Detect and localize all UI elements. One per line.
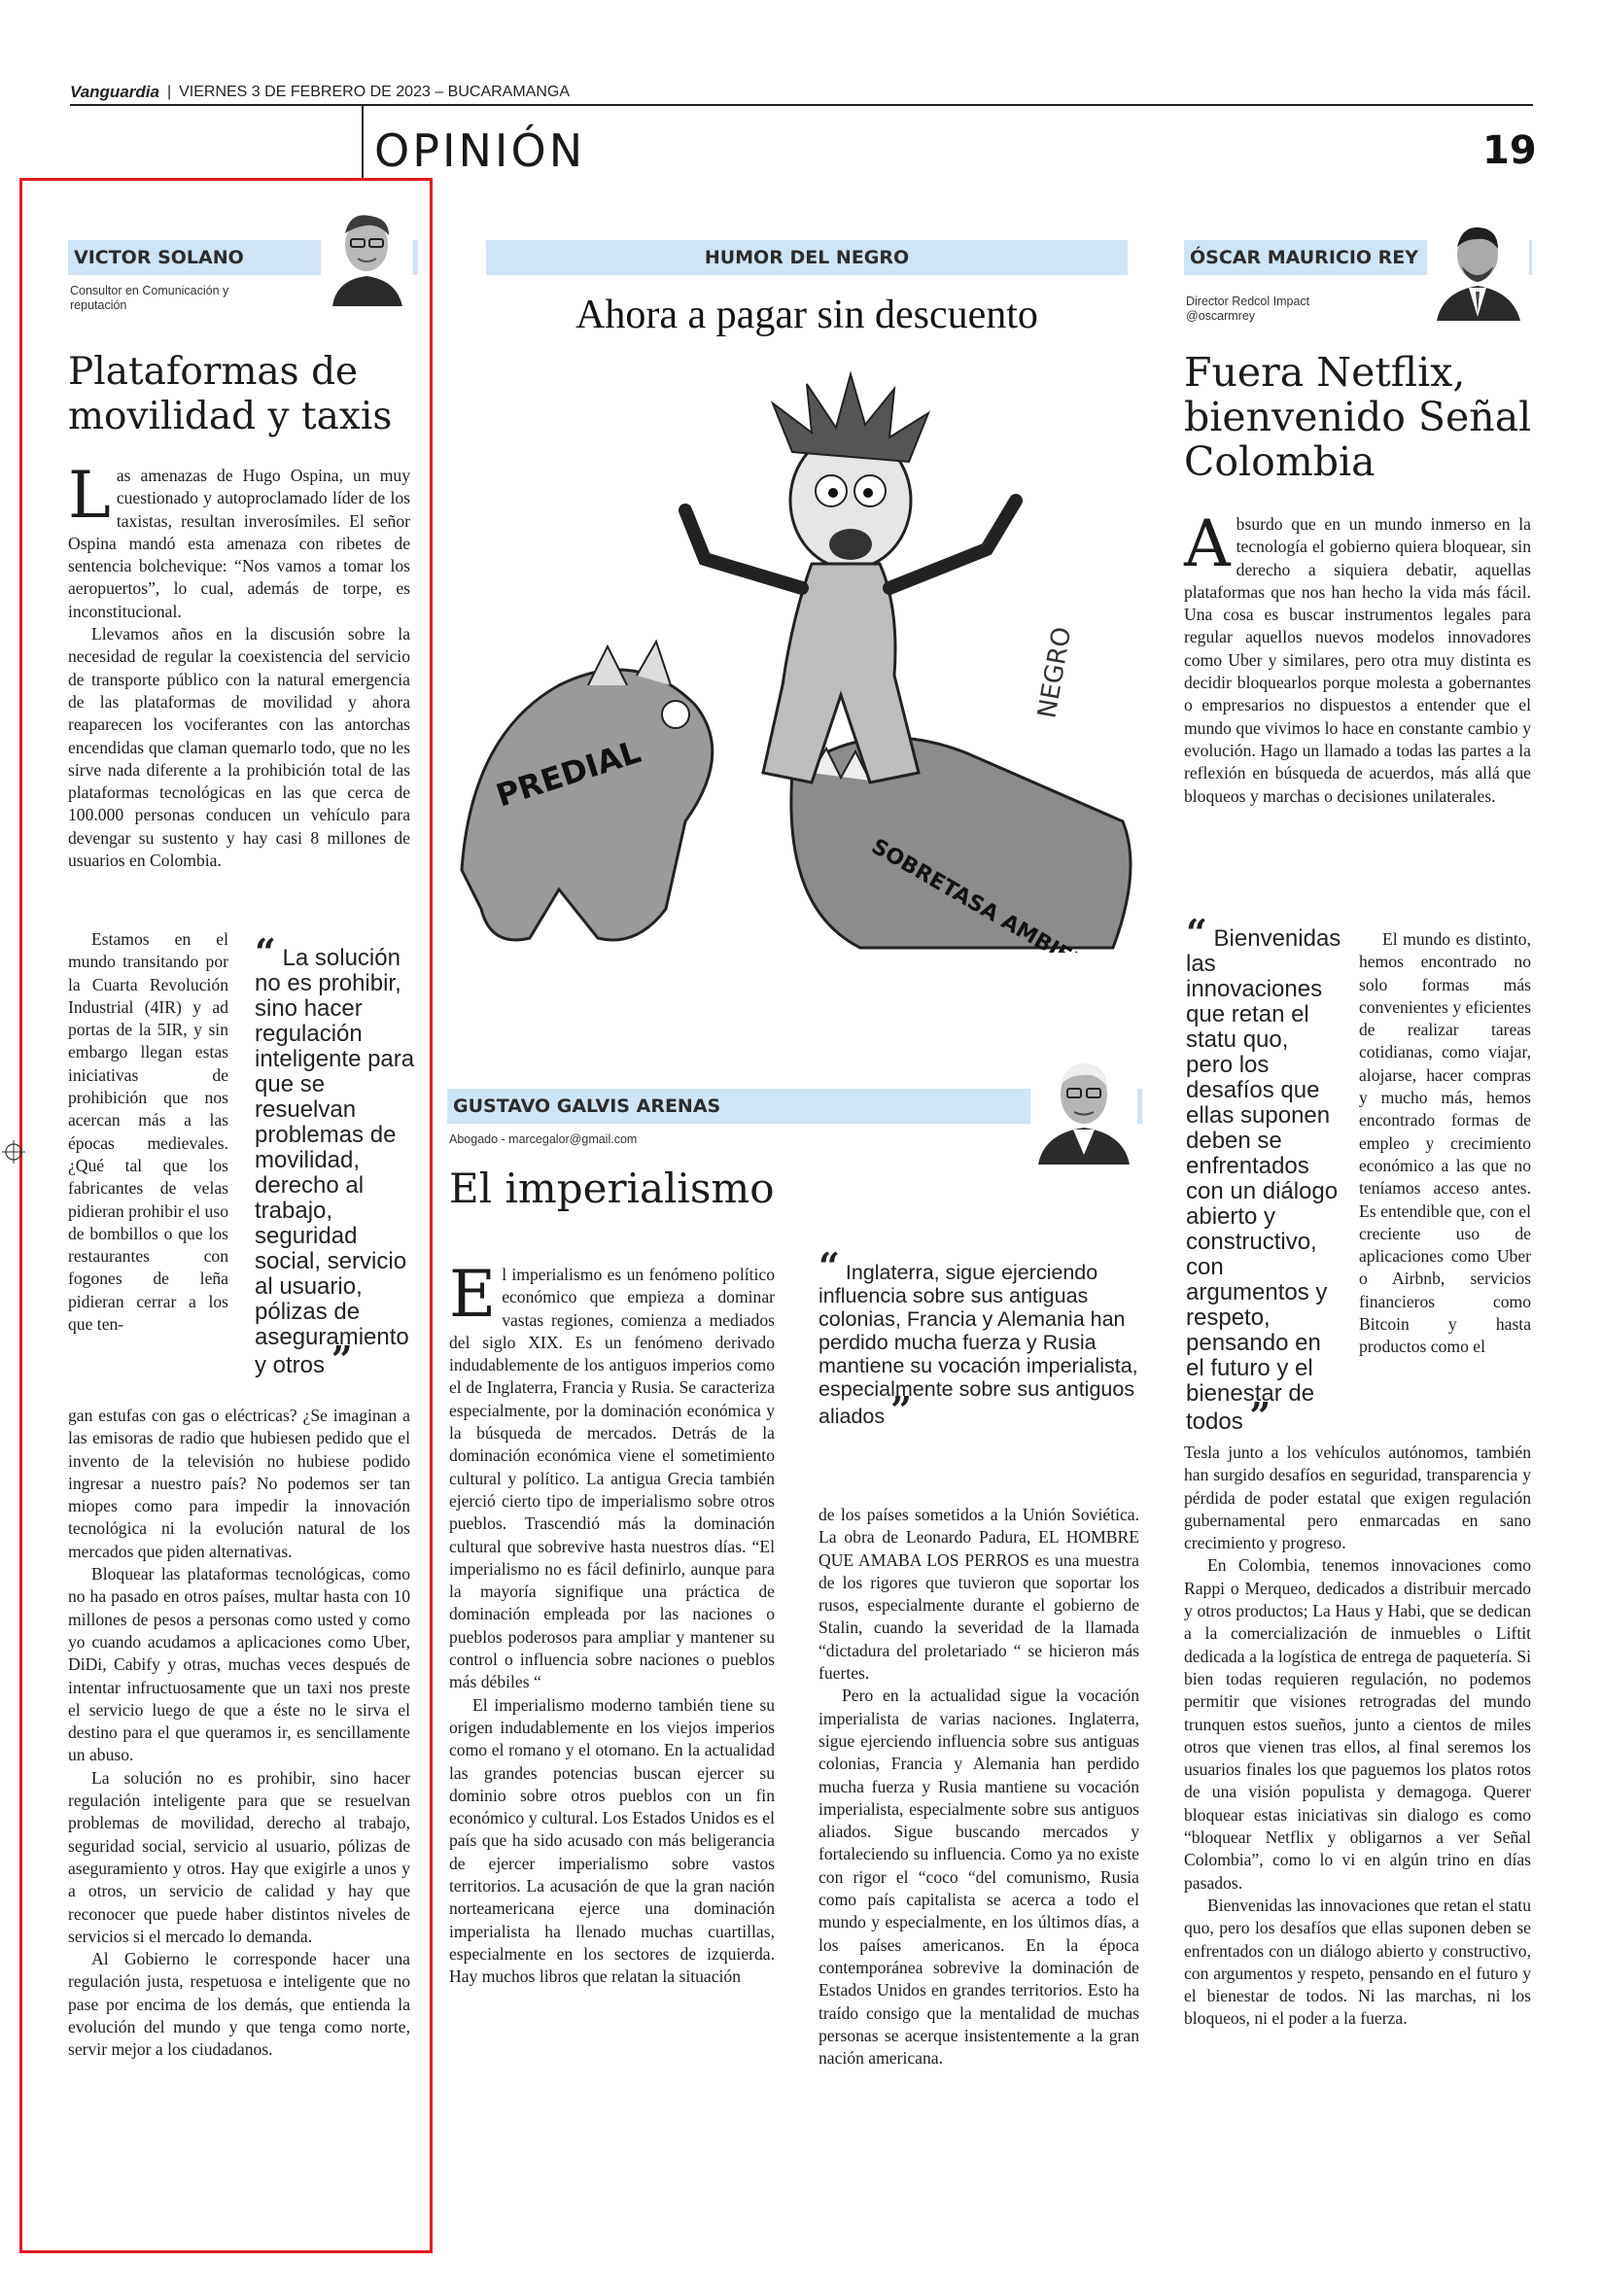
paragraph: Bienvenidas las innovaciones que retan el statu quo, pero los desafíos que ellas suponen deben se enfrentados con un diálogo abierto y constructivo, con argumentos y respeto, pensando en el futuro y el bienestar de todos. Ni las marchas, ni los bloqueos, ni el poder a la fuerza. bbox=[1184, 1895, 1531, 2029]
headline-col1: Plataformas de movilidad y taxis bbox=[68, 350, 393, 438]
masthead-divider: | bbox=[166, 84, 172, 100]
article-body-col3-bottom bbox=[1184, 1442, 1531, 2031]
pull-quote-col2 bbox=[818, 1244, 1139, 1432]
section-title: OPINIÓN bbox=[374, 124, 586, 177]
masthead bbox=[70, 83, 1533, 102]
pull-quote-col3 bbox=[1186, 911, 1341, 1438]
dateline: VIERNES 3 DE FEBRERO DE 2023 – BUCARAMANGA bbox=[179, 84, 571, 100]
brand-logo: Vanguardia bbox=[70, 83, 159, 101]
cartoon-illustration bbox=[442, 365, 1142, 953]
paragraph: En Colombia, tenemos innovaciones como Rappi o Merqueo, dedicados a distribuir mercado y otros productos; La Haus y Habi, que se dedican a la comercialización de inmuebles o Liftit dedicada a la logística de entrega de paquetería. Si bien todas requieren regulación, no podemos permitir que visiones retrogradas del mundo trunquen estos sueños, junto a cientos de miles otros que vienen tras ellos, al final seremos los usuarios finales los que paguemos los platos rotos de una visión populista y demagoga. Querer bloquear estas iniciativas sin dialogo es como “bloquear Netflix y obligarnos a ver Señal Colombia”, como lo vi en algún trino en días pasados. bbox=[1184, 1555, 1531, 1893]
cartoon-signature: NEGRO bbox=[1032, 624, 1078, 721]
paragraph: Al Gobierno le corresponde hacer una regulación justa, respetuosa e inteligente que no pase por encima de los demás, que entienda la evolución del mundo y que tenga como norte, servir mejor a los ciudadanos. bbox=[68, 1949, 410, 2060]
article-body-col3-narrow bbox=[1359, 928, 1531, 1359]
paragraph: de los países sometidos a la Unión Soviética. La obra de Leonardo Padura, EL HOMBRE QUE AMABA LOS PERROS es una muestra de los rigores que tuvieron que soportar los rusos, especialmente durante el gobierno de Stalin, cuando la severidad de la llamada “dictadura del proletariado “ se hicieron más fuertes. bbox=[818, 1505, 1139, 1684]
article-body-col2-left bbox=[449, 1257, 775, 1989]
article-body-col1-narrow bbox=[68, 928, 228, 1336]
cartoon-title: Ahora a pagar sin descuento bbox=[575, 293, 1038, 337]
author-role: Director Redcol Impact @oscarmrey bbox=[1186, 295, 1310, 323]
paragraph: Llevamos años en la discusión sobre la necesidad de regular la coexistencia del servicio de transporte público con la natural emergencia de las plataformas de movilidad y ahora reaparecen los vociferantes con las antorchas encendidas que claman quemarlo todo, que no les sirve nada diferente a la prohibición total de las plataformas tecnológicas en las que cerca de 100.000 personas conducen un vehículo para devengar su sustento y hay casi 8 millones de usuarios en Colombia. bbox=[68, 624, 410, 871]
pull-quote-text: Inglaterra, sigue ejerciendo influencia sobre sus antiguas colonias, Francia y Alemania han perdido mucha fuerza y Rusia mantiene su vocación imperialista, especialmente sobre sus antiguos aliados bbox=[818, 1261, 1138, 1428]
open-quote-mark: “ bbox=[818, 1244, 840, 1288]
paragraph: Tesla junto a los vehículos autónomos, también han surgido desafíos en seguridad, transparencia y pérdida de poder estatal que exigen regulación gubernamental pero enmarcadas en sano crecimiento y progreso. bbox=[1184, 1443, 1531, 1553]
article-body-col1-bottom bbox=[68, 1405, 410, 2062]
close-quote-mark: ” bbox=[331, 1338, 353, 1381]
pull-quote-col1 bbox=[255, 930, 415, 1381]
paragraph: El mundo es distinto, hemos encontrado no solo formas más convenientes y eficientes de realizar tareas cotidianas, como viajar, alojarse, hacer compras y mucho más, hemos encontrado formas de empleo y crecimiento económico a las que no teníamos acceso antes. Es entendible que, con el creciente uso de aplicaciones como Uber o Airbnb, servicios financieros como Bitcoin y hasta productos como el bbox=[1359, 929, 1531, 1357]
article-body-col3-top bbox=[1184, 506, 1531, 808]
cartoon-label: HUMOR DEL NEGRO bbox=[486, 240, 1128, 275]
open-quote-mark: “ bbox=[255, 930, 276, 974]
header-rule bbox=[70, 104, 1533, 106]
author-name: ÓSCAR MAURICIO REY bbox=[1190, 247, 1419, 268]
registration-mark-icon bbox=[2, 1140, 25, 1164]
pull-quote-text: La solución no es prohibir, sino hacer regulación inteligente para que se resuelvan problemas de movilidad, derecho al trabajo, seguridad social, servicio al usuario, pólizas de aseguramiento y otros bbox=[255, 945, 415, 1378]
author-role: Consultor en Comunicación y reputación bbox=[70, 284, 229, 312]
paragraph: gan estufas con gas o eléctricas? ¿Se imaginan a las emisoras de radio que hubiesen pedido que el invento de la televisión no hubiese podido ingresar a nuestro país? No podemos ser tan miopes como para impedir la innovación tecnológica ni la evolución natural de los mercados que piden alternativas. bbox=[68, 1406, 410, 1561]
cartoon-text-predial: PREDIAL bbox=[491, 733, 645, 815]
dropcap: A bbox=[1184, 506, 1231, 581]
open-quote-mark: “ bbox=[1186, 911, 1207, 955]
author-photo-oscar bbox=[1427, 216, 1529, 321]
paragraph: La solución no es prohibir, sino hacer regulación inteligente para que se resuelvan problemas de movilidad, derecho al trabajo, seguridad social, servicio al usuario, pólizas de aseguramiento y otros. Hay que exigirle a unos y a otros, un servicio de calidad y hay que reconocer que puede haber distintos niveles de servicios si el mercado lo demanda. bbox=[68, 1767, 410, 1946]
author-role: Abogado - marcegalor@gmail.com bbox=[449, 1132, 638, 1146]
author-photo-gustavo bbox=[1030, 1048, 1137, 1165]
page-number: 19 bbox=[1482, 128, 1537, 173]
paragraph: l imperialismo es un fenómeno político económico que empieza a dominar vastas regiones, comienza a mediados del siglo XIX. Es un fenómeno derivado indudablemente de los antiguos imperios como el de Inglaterra, Francia y Rusia. Se caracteriza especialmente, por la dominación económica y la búsqueda de mercados. Detrás de la dominación económica viene el sometimiento cultural y político. La antigua Grecia también ejerció cierto tipo de imperialismo sobre otros pueblos. Trascendió más la dominación cultural que sobrevive hasta nuestros días. “El imperialismo no es fácil definirlo, aunque para la mayoría signifique una práctica de dominación empleada por las naciones o pueblos poderosos para ampliar y mantener su control o influencia sobre naciones o pueblos más débiles “ bbox=[449, 1265, 775, 1692]
headline-col3: Fuera Netflix, bienvenido Señal Colombia bbox=[1184, 349, 1532, 485]
article-body-col2-right bbox=[818, 1504, 1139, 2070]
close-quote-mark: ” bbox=[1249, 1394, 1271, 1438]
paragraph: Bloquear las plataformas tecnológicas, como no ha pasado en otros países, multar hasta con 10 millones de pesos a personas como usted y como yo cuando acudamos a aplicaciones como Uber, DiDi, Cabify y otras, muchas veces después de intentar infructuosamente que un taxi nos preste el servicio luego de que a éste no le sirva el destino para el que queramos ir, es sencillamente un abuso. bbox=[68, 1564, 410, 1765]
author-photo-victor bbox=[321, 204, 413, 306]
dropcap: L bbox=[68, 458, 111, 533]
paragraph: bsurdo que en un mundo inmerso en la tecnología el gobierno quiera bloquear, sin derecho a siquiera debatir, aquellas plataformas que nos han hecho la vida más fácil. Una cosa es buscar instrumentos legales para regular aquellos nuevos modelos innovadores como Uber y similares, pero otra muy distinta es decidir bloquearlos porque molesta a gobernantes o empresarios no dispuestos a entender que el mundo que vivimos lo hace en constante cambio y evolución. Hago un llamado a todas las partes a la reflexión en búsqueda de acuerdos, más allá que bloqueos y marchas o decisiones unilaterales. bbox=[1184, 514, 1531, 806]
dropcap: E bbox=[449, 1257, 497, 1332]
author-name: GUSTAVO GALVIS ARENAS bbox=[453, 1096, 721, 1117]
pull-quote-text: Bienvenidas las innovaciones que retan el statu quo, pero los desafíos que ellas suponen deben se enfrentados con un diálogo abierto y constructivo, con argumentos y respeto, pensando en el futuro y el bienestar de todos bbox=[1186, 925, 1341, 1435]
paragraph: Estamos en el mundo transitando por la Cuarta Revolución Industrial (4IR) y ad portas de la 5IR, y sin embargo llegan estas iniciativas de prohibición que nos acercan más a las épocas medievales. ¿Qué tal que los fabricantes de velas pidieran prohibir el uso de bombillos o que los restaurantes con fogones de leña pidieran cerrar a los que ten- bbox=[68, 929, 228, 1335]
headline-col2: El imperialismo bbox=[449, 1165, 775, 1212]
section-divider bbox=[362, 105, 364, 181]
paragraph: Pero en la actualidad sigue la vocación imperialista de varias naciones. Inglaterra, sigue ejerciendo influencia sobre sus antiguas colonias, Francia y Alemania han perdido mucha fuerza y Rusia mantiene su vocación imperialista, especialmente sobre sus antiguos aliados. Sigue buscando mercados y fortaleciendo su influencia. Como ya no existe con rigor el “coco “del comunismo, Rusia como país capitalista se acerca a todo el mundo y especialmente, en los últimos días, a los países americanos. En la época contemporánea sobrevive la dominación de Estados Unidos en grandes territorios. Esto ha traído consigo que la mentalidad de muchas personas se acerque insistentemente a la gran nación americana. bbox=[818, 1686, 1139, 2069]
close-quote-mark: ” bbox=[890, 1388, 912, 1432]
author-name: VICTOR SOLANO bbox=[74, 247, 244, 268]
article-body-col1-top bbox=[68, 458, 410, 872]
paragraph: as amenazas de Hugo Ospina, un muy cuestionado y autoproclamado líder de los taxistas, resultan inverosímiles. El señor Ospina mandó esta amenaza con ribetes de sentencia bolchevique: “Nos vamos a tomar los aeropuertos”, lo cual, además de torpe, es inconstitucional. bbox=[68, 466, 410, 621]
paragraph: El imperialismo moderno también tiene su origen indudablemente en los viejos imperios como el romano y el otomano. En la actualidad las grandes potencias buscan ejercer su dominio sobre otros pueblos con un fin económico y cultural. Los Estados Unidos es el país que ha sido acusado con más beligerancia de ejercer imperialismo sobre vastos territorios. La acusación de que la gran nación norteamericana ejerce una dominación imperialista ha llenado muchas cuartillas, especialmente en los sectores de izquierda. Hay muchos libros que relatan la situación bbox=[449, 1694, 775, 1987]
